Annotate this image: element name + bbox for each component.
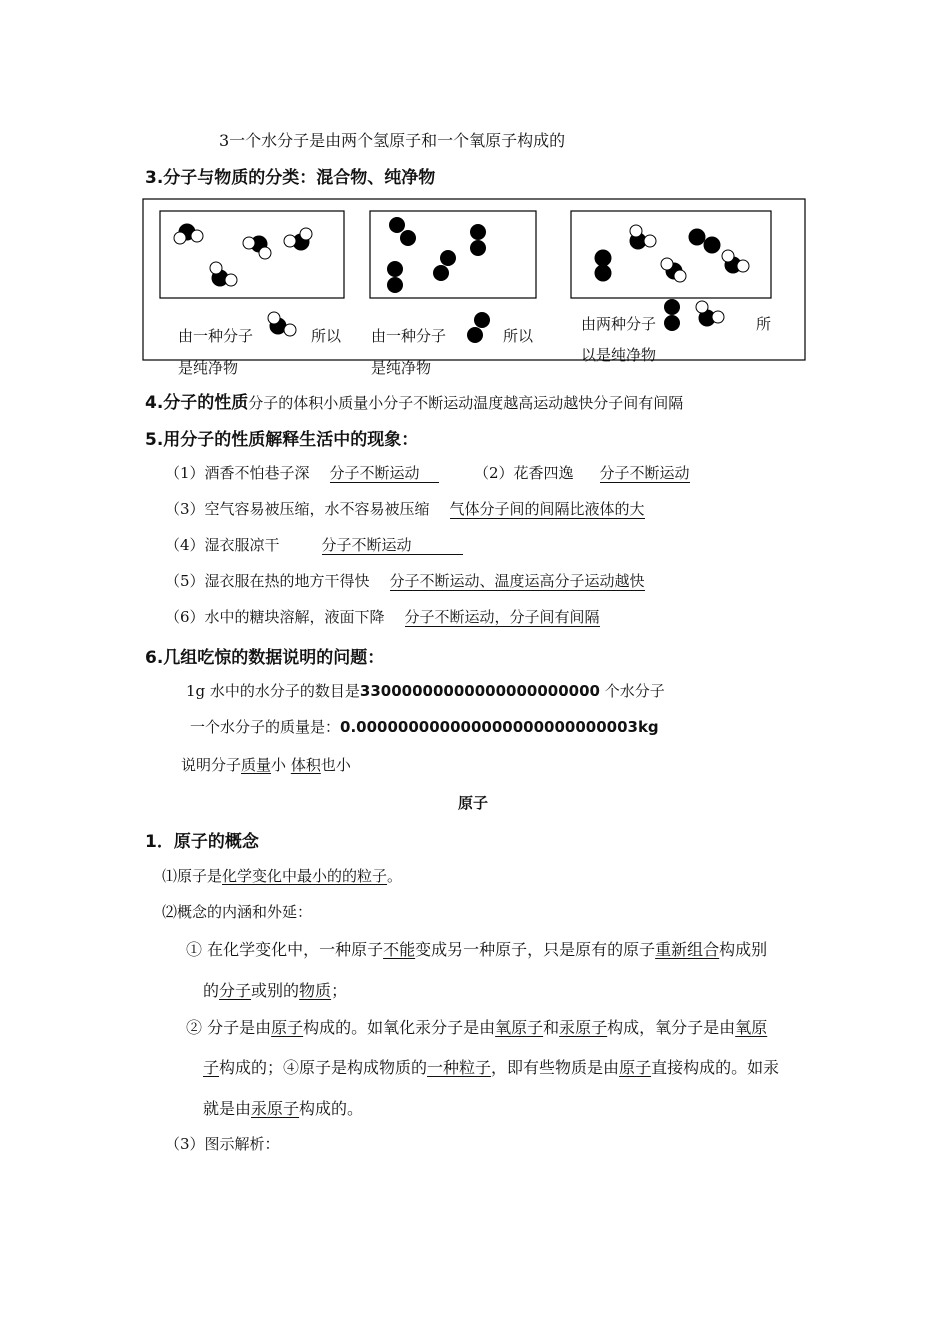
item-question: （5）湿衣服在热的地方干得快 bbox=[165, 572, 370, 590]
c2-b: 构成的。如氧化汞分子是由 bbox=[303, 1018, 496, 1037]
panel-2-caption-line2: 是纯净物 bbox=[371, 359, 432, 377]
c1l2-u2: 物质 bbox=[299, 981, 332, 1000]
section6-title: 6.几组吃惊的数据说明的问题： bbox=[145, 648, 385, 668]
c2l2-u3: 原子 bbox=[619, 1058, 652, 1077]
molecule-diagram bbox=[0, 0, 950, 400]
c1l2-u1: 分子 bbox=[219, 981, 252, 1000]
c1-u2: 重新组合 bbox=[655, 940, 720, 959]
atom-clause-2-line3 bbox=[203, 1096, 363, 1119]
panel-3-caption-post: 所 bbox=[756, 315, 772, 333]
panel-2-caption-post: 所以 bbox=[503, 327, 534, 345]
line1-suffix: 个水分子 bbox=[604, 682, 665, 700]
c2l2-u1: 子 bbox=[203, 1058, 220, 1077]
p1-suffix: 。 bbox=[387, 867, 403, 885]
c2l3-b: 构成的。 bbox=[299, 1099, 364, 1118]
section5-title: 5.用分子的性质解释生活中的现象： bbox=[145, 430, 419, 450]
section4-text: 分子的体积小质量小分子不断运动温度越高运动越快分子间有间隔 bbox=[248, 394, 684, 412]
section5-item-5 bbox=[165, 570, 645, 591]
c1l2-a: 的 bbox=[203, 981, 220, 1000]
molecule-count: 33000000000000000000000 bbox=[359, 682, 600, 700]
caption-1-water-icon bbox=[268, 312, 296, 336]
atom-para-3: （3）图示解析： bbox=[165, 1135, 280, 1153]
section5-item-1 bbox=[165, 462, 439, 483]
section4-title: 4.分子的性质 bbox=[145, 393, 249, 413]
panel-1-caption-pre: 由一种分子 bbox=[178, 327, 254, 345]
panel-3-caption-line2: 以是纯净物 bbox=[581, 346, 657, 364]
intro-line: 3一个水分子是由两个氢原子和一个氧原子构成的 bbox=[219, 131, 566, 150]
c2-u2: 氧原子 bbox=[495, 1018, 544, 1037]
atom-clause-1 bbox=[186, 937, 767, 960]
item-answer: 分子不断运动 bbox=[599, 464, 690, 482]
atom-clause-2 bbox=[186, 1015, 767, 1038]
c2l3-a: 就是由 bbox=[203, 1099, 252, 1118]
atom-clause-1-line2 bbox=[203, 978, 347, 1001]
caption-3-water-icon bbox=[696, 301, 724, 326]
panel-1-water-molecules bbox=[174, 224, 312, 286]
item-answer: 分子不断运动、温度运高分子运动越快 bbox=[389, 572, 645, 590]
item-answer: 分子不断运动 bbox=[330, 465, 439, 483]
section6-line1 bbox=[186, 680, 665, 701]
c2-u3: 汞原子 bbox=[559, 1018, 608, 1037]
p1-underlined: 化学变化中最小的的粒子 bbox=[222, 867, 388, 885]
c1l2-b: 或别的 bbox=[251, 981, 300, 1000]
section3-title: 3.分子与物质的分类：混合物、纯净物 bbox=[145, 168, 436, 188]
c2l3-u1: 汞原子 bbox=[251, 1099, 300, 1118]
c2-c: 和 bbox=[543, 1018, 560, 1037]
line3-prefix: 说明分子 bbox=[181, 756, 242, 774]
c2-a: ② 分子是由 bbox=[186, 1018, 272, 1037]
panel-3-caption-pre: 由两种分子 bbox=[581, 315, 657, 333]
atom-section1-title: 1．原子的概念 bbox=[145, 832, 259, 852]
c2l2-u2: 一种粒子 bbox=[427, 1058, 492, 1077]
molecule-mass: 0.000000000000000000000000003kg bbox=[340, 718, 659, 736]
word-mass: 质量 bbox=[241, 756, 272, 774]
item-answer: 气体分子间的间隔比液体的大 bbox=[449, 500, 645, 518]
panel-2-oxygen-molecules bbox=[387, 217, 486, 293]
line3-mid: 小 bbox=[271, 756, 287, 774]
atom-clause-2-line2 bbox=[203, 1055, 779, 1078]
line3-suffix: 也小 bbox=[320, 756, 351, 774]
item-answer: 分子不断运动，分子间有间隔 bbox=[404, 608, 600, 626]
item-question: （6）水中的糖块溶解，液面下降 bbox=[165, 608, 385, 626]
atom-para-2: ⑵概念的内涵和外延： bbox=[162, 903, 313, 921]
section5-item-6 bbox=[165, 606, 600, 627]
c2l2-c: 直接构成的。如汞 bbox=[651, 1058, 780, 1077]
line2-prefix: 一个水分子的质量是： bbox=[190, 718, 341, 736]
panel-1-caption-post: 所以 bbox=[311, 327, 342, 345]
panel-1-caption-line2: 是纯净物 bbox=[178, 359, 239, 377]
atom-heading: 原子 bbox=[458, 794, 489, 812]
item-question: （3）空气容易被压缩，水不容易被压缩 bbox=[165, 500, 430, 518]
p1-prefix: ⑴原子是 bbox=[162, 867, 223, 885]
c2l2-b: ，即有些物质是由 bbox=[491, 1058, 620, 1077]
c1-c: 构成别 bbox=[719, 940, 768, 959]
c1-a: ① 在化学变化中，一种原子 bbox=[186, 940, 384, 959]
line1-prefix: 1g 水中的水分子的数目是 bbox=[186, 682, 360, 700]
caption-2-oxygen-icon bbox=[467, 312, 490, 343]
panel-3-mixed-molecules bbox=[595, 225, 749, 282]
word-volume: 体积 bbox=[290, 756, 321, 774]
panel-2-caption-pre: 由一种分子 bbox=[371, 327, 447, 345]
item-answer: 分子不断运动 bbox=[322, 537, 463, 555]
item-question: （2）花香四逸 bbox=[474, 464, 574, 482]
c2-d: 构成，氧分子是由 bbox=[607, 1018, 736, 1037]
c2-u1: 原子 bbox=[271, 1018, 304, 1037]
c2-u4: 氧原 bbox=[735, 1018, 768, 1037]
c1-u1: 不能 bbox=[383, 940, 416, 959]
atom-para-1 bbox=[162, 865, 402, 886]
section5-item-4 bbox=[165, 534, 463, 555]
c1-b: 变成另一种原子，只是原有的原子 bbox=[415, 940, 656, 959]
c2l2-a: 构成的；④原子是构成物质的 bbox=[219, 1058, 428, 1077]
section5-item-3 bbox=[165, 498, 645, 519]
item-question: （4）湿衣服凉干 bbox=[165, 536, 280, 554]
caption-3-oxygen-icon bbox=[664, 299, 680, 331]
section4-line bbox=[145, 388, 683, 413]
section5-item-2 bbox=[474, 462, 690, 483]
section6-line3 bbox=[181, 754, 351, 775]
section6-line2 bbox=[190, 716, 659, 737]
item-question: （1）酒香不怕巷子深 bbox=[165, 464, 310, 482]
c1l2-c: ； bbox=[331, 981, 348, 1000]
